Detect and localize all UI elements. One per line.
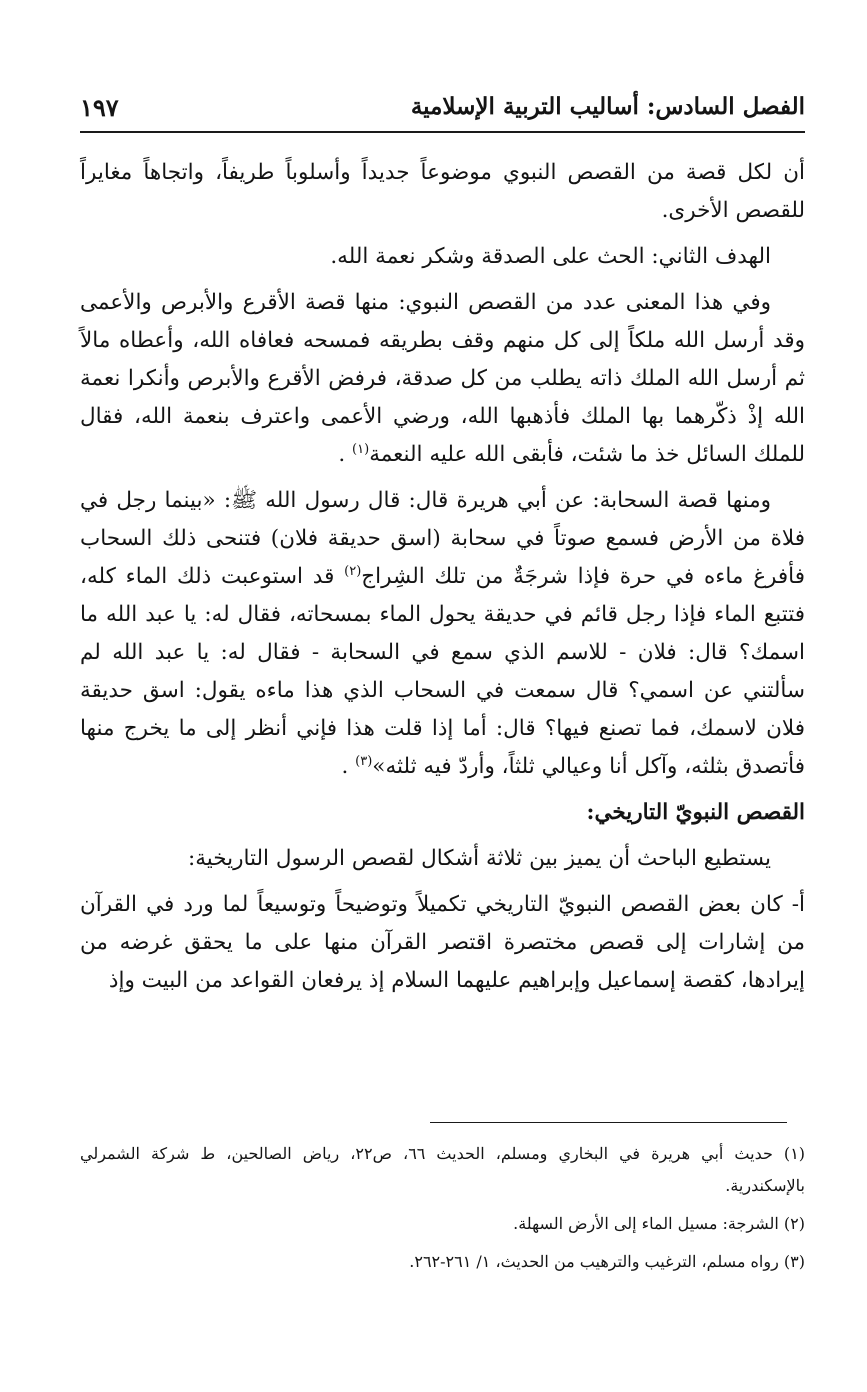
paragraph-text: . bbox=[341, 754, 356, 779]
footnote-separator bbox=[430, 1122, 787, 1123]
paragraph bbox=[80, 886, 805, 1000]
paragraph-text: أ- كان بعض القصص النبويّ التاريخي تكميلاً وتوضيحاً وتوسيعاً لما ورد في القرآن من إشارات إلى قصص مختصرة اقتصر القرآن منها على ما يحقق غرضه من إيرادها، كقصة إسماعيل وإبراهيم عليهما السلام إذ يرفعان القواعد من البيت وإذ bbox=[80, 892, 805, 993]
footnote-reference: (٣) bbox=[355, 753, 373, 769]
section-heading: القصص النبويّ التاريخي: bbox=[586, 800, 805, 825]
footnote: (٣) رواه مسلم، الترغيب والترهيب من الحديث، ١/ ٢٦١-٢٦٢. bbox=[409, 1252, 805, 1271]
footnote: (٢) الشرجة: مسيل الماء إلى الأرض السهلة. bbox=[513, 1214, 805, 1233]
footnote: (١) حديث أبي هريرة في البخاري ومسلم، الحديث ٦٦، ص٢٢، رياض الصالحين، ط شركة الشمرلي بالإسكندرية. bbox=[80, 1144, 806, 1195]
paragraph bbox=[80, 284, 805, 474]
paragraph-text: الهدف الثاني: الحث على الصدقة وشكر نعمة الله. bbox=[330, 244, 771, 269]
paragraph-text: يستطيع الباحث أن يميز بين ثلاثة أشكال لقصص الرسول التاريخية: bbox=[187, 846, 771, 871]
chapter-title: الفصل السادس: أساليب التربية الإسلامية bbox=[410, 93, 805, 120]
paragraph-text: . bbox=[338, 442, 353, 467]
page-number: ١٩٧ bbox=[80, 93, 119, 122]
running-header bbox=[80, 91, 805, 133]
paragraph-text: وفي هذا المعنى عدد من القصص النبوي: منها قصة الأقرع والأبرص والأعمى وقد أرسل الله ملكاً إلى كل منهم وقف بطريقه فمسحه فعافاه الله، وأعطاه مالاً ثم أرسل الله الملك ذاته يطلب من كل صدقة، فرفض الأقرع والأبرص وأنكرا نعمة الله إذْ ذكّرهما بها الملك فأذهبها الله، ورضي الأعمى واعترف بنعمة الله، فقال للملك السائل خذ ما شئت، فأبقى الله عليه النعمة bbox=[80, 290, 805, 467]
body-text bbox=[80, 154, 805, 1008]
paragraph bbox=[80, 154, 805, 230]
footnote-reference: (٢) bbox=[344, 563, 362, 579]
paragraph-text: قد استوعبت ذلك الماء كله، فتتبع الماء فإذا رجل قائم في حديقة يحول الماء بمسحاته، فقال له: يا عبد الله ما اسمك؟ قال: فلان - للاسم الذي سمع في السحابة - فقال له: يا عبد الله لم سألتني عن اسمي؟ قال سمعت في السحاب الذي هذا ماءه يقول: اسق حديقة فلان لاسمك، فما تصنع فيها؟ قال: أما إذا قلت هذا فإني أنظر إلى ما يخرج منها فأتصدق بثلثه، وآكل أنا وعيالي ثلثاً، وأردّ فيه ثلثه» bbox=[80, 564, 805, 779]
footnote-reference: (١) bbox=[352, 441, 370, 457]
paragraph bbox=[80, 482, 805, 786]
paragraph bbox=[80, 840, 805, 878]
paragraph bbox=[80, 238, 805, 276]
paragraph-text: ومنها قصة السحابة: عن أبي هريرة قال: قال رسول الله ﷺ: «بينما رجل في فلاة من الأرض فسمع صوتاً في سحابة (اسق حديقة فلان) فتنحى ذلك السحاب فأفرغ ماءه في حرة فإذا شرجَةٌ من تلك الشِراج bbox=[80, 488, 805, 589]
footnotes bbox=[80, 1138, 805, 1284]
paragraph-text: أن لكل قصة من القصص النبوي موضوعاً جديداً وأسلوباً طريفاً، واتجاهاً مغايراً للقصص الأخرى. bbox=[80, 160, 805, 223]
